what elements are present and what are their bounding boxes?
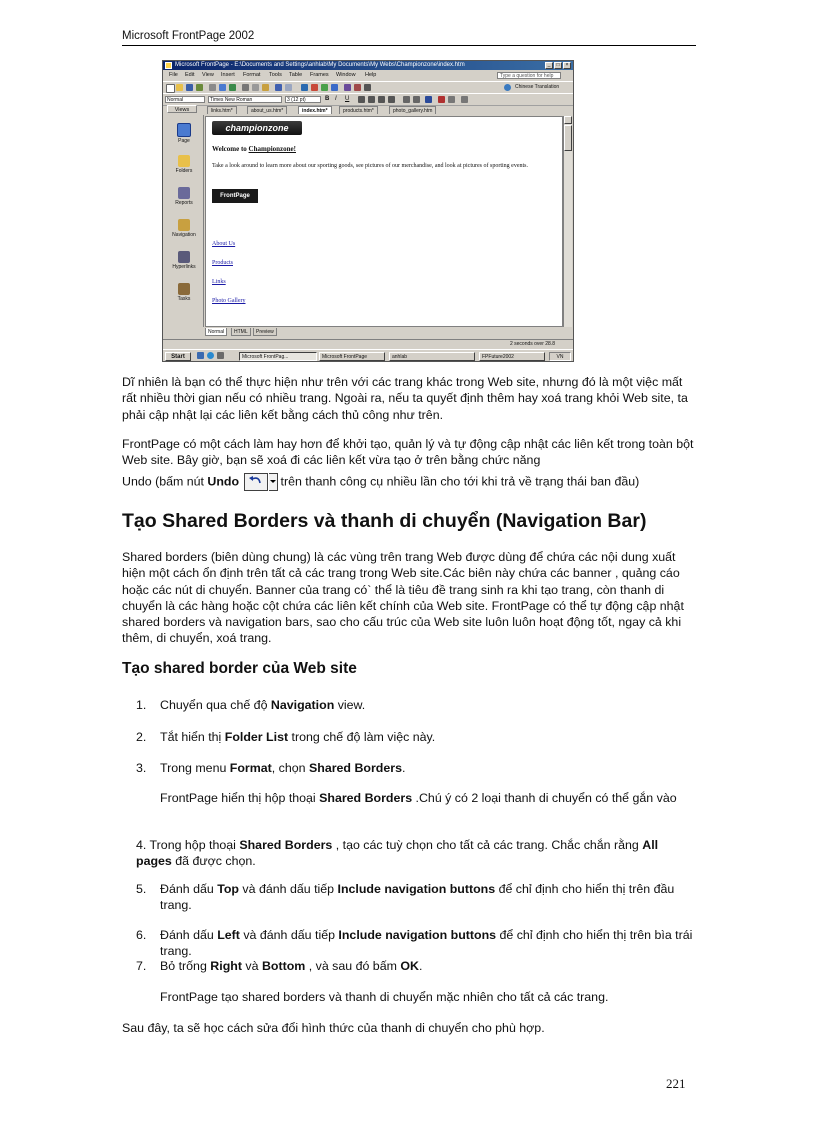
undo-label: Undo bbox=[207, 473, 240, 488]
menu-help[interactable]: Help bbox=[365, 72, 377, 78]
step-4-text-a: Trong hộp thoại bbox=[146, 838, 240, 852]
step-1-text-c: view. bbox=[334, 698, 366, 712]
taskbar-frontpage-2[interactable]: Microsoft FrontPage bbox=[319, 352, 385, 361]
tab-products[interactable]: products.htm* bbox=[339, 106, 378, 114]
help-search-input[interactable]: Type a question for help bbox=[497, 72, 561, 79]
link-links[interactable]: Links bbox=[212, 279, 226, 285]
taskbar-frontpage-1[interactable]: Microsoft FrontPag... bbox=[239, 352, 317, 361]
insert-component-icon[interactable] bbox=[301, 84, 308, 91]
step-7-text-e: , và sau đó bấm bbox=[305, 959, 401, 973]
underline-icon[interactable]: U bbox=[345, 96, 350, 102]
step-4-text-b: Shared Borders bbox=[239, 838, 333, 852]
step-2-text-b: Folder List bbox=[224, 730, 289, 744]
font-size-select[interactable]: 3 (12 pt) bbox=[285, 96, 321, 103]
chinese-translation-button[interactable]: Chinese Translation bbox=[515, 84, 560, 90]
reports-icon bbox=[178, 187, 190, 199]
step-6-text-a: Đánh dấu bbox=[160, 928, 218, 942]
folders-icon bbox=[178, 155, 190, 167]
window-titlebar bbox=[163, 61, 573, 70]
paragraph-2 bbox=[122, 436, 698, 491]
closing-paragraph: Sau đây, ta sẽ học cách sửa đổi hình thức của thanh di chuyển cho phù hợp. bbox=[122, 1021, 545, 1035]
translate-icon[interactable] bbox=[504, 84, 511, 91]
menu-format[interactable]: Format bbox=[243, 72, 261, 78]
welcome-heading bbox=[212, 145, 296, 153]
step-5-text-c: và đánh dấu tiếp bbox=[238, 882, 338, 896]
step-6-number: 6. bbox=[136, 928, 147, 942]
cut-icon[interactable] bbox=[242, 84, 249, 91]
step-3-text-b: Format bbox=[229, 761, 272, 775]
new-page-icon[interactable] bbox=[166, 84, 175, 93]
refresh-icon[interactable] bbox=[344, 84, 351, 91]
view-folders[interactable] bbox=[165, 155, 203, 174]
view-reports-label: Reports bbox=[175, 200, 193, 206]
paragraph-1: Dĩ nhiên là bạn có thể thực hiện như trên với các trang khác trong Web site, nhưng đó là một việc mất rất nhiều thời gian nếu có nhiều trang. Ngoài ra, nếu ta quyết định thêm hay xoá trang khỏi Web site, ta phải cập nhật lại các liên kết bằng cách thủ công như trên. bbox=[122, 375, 688, 422]
explorer-icon[interactable] bbox=[217, 352, 224, 359]
download-time-status: 2 seconds over 28.8 bbox=[509, 341, 555, 347]
highlight-icon[interactable] bbox=[448, 96, 455, 103]
step-3-note-c: .Chú ý có 2 loại thanh di chuyển có thể gắn vào bbox=[412, 791, 677, 805]
frontpage-badge: FrontPage bbox=[212, 189, 258, 203]
insert-picture-icon[interactable] bbox=[321, 84, 328, 91]
stop-icon[interactable] bbox=[354, 84, 361, 91]
step-1-number: 1. bbox=[136, 698, 147, 712]
step-6-text-e: để chỉ định cho hiển thị trên bìa trái trang. bbox=[160, 928, 693, 959]
menu-table[interactable]: Table bbox=[289, 72, 303, 78]
link-about-us[interactable]: About Us bbox=[212, 241, 236, 247]
publish-icon[interactable] bbox=[196, 84, 203, 91]
step-7-text-g: . bbox=[418, 959, 423, 973]
step-7-number: 7. bbox=[136, 959, 147, 973]
open-icon[interactable] bbox=[176, 84, 183, 91]
insert-table-icon[interactable] bbox=[311, 84, 318, 91]
hyperlinks-icon bbox=[178, 251, 190, 263]
align-center-icon[interactable] bbox=[368, 96, 375, 103]
menu-file[interactable]: File bbox=[169, 72, 178, 78]
undo-icon[interactable] bbox=[275, 84, 282, 91]
step-4-text-e: đã được chọn. bbox=[171, 854, 256, 869]
indent-icon[interactable] bbox=[425, 96, 432, 103]
font-select[interactable]: Times New Roman bbox=[208, 96, 282, 103]
welcome-text: Welcome to bbox=[212, 145, 249, 153]
link-photo-gallery[interactable]: Photo Gallery bbox=[212, 298, 246, 304]
tab-normal[interactable]: Normal bbox=[205, 328, 227, 336]
spelling-icon[interactable] bbox=[229, 84, 236, 91]
menu-window[interactable]: Window bbox=[336, 72, 356, 78]
step-4-text-c: , tạo các tuỳ chọn cho tất cả các trang. Chắc chắn rằng bbox=[332, 838, 643, 852]
align-right-icon[interactable] bbox=[378, 96, 385, 103]
tab-html[interactable]: HTML bbox=[231, 328, 251, 336]
tasks-icon bbox=[178, 283, 190, 295]
numbering-icon[interactable] bbox=[403, 96, 410, 103]
menu-insert[interactable]: Insert bbox=[221, 72, 235, 78]
step-3-note bbox=[160, 790, 696, 806]
bullets-icon[interactable] bbox=[413, 96, 420, 103]
justify-icon[interactable] bbox=[388, 96, 395, 103]
frontpage-screenshot bbox=[162, 60, 574, 362]
scroll-thumb[interactable] bbox=[564, 125, 572, 151]
undo-prefix: Undo (bấm nút bbox=[122, 473, 208, 488]
step-6-text-b: Left bbox=[217, 928, 240, 942]
tab-links[interactable]: links.htm* bbox=[207, 106, 237, 114]
menu-edit[interactable]: Edit bbox=[185, 72, 195, 78]
intro-paragraph: Take a look around to learn more about our sporting goods, see pictures of our merchandise, and look at pictures of sporting events. bbox=[212, 163, 528, 169]
step-5-text-b: Top bbox=[217, 882, 239, 896]
page-number: 221 bbox=[666, 1076, 686, 1091]
page-editor[interactable] bbox=[205, 116, 563, 327]
undo-button-icon bbox=[244, 473, 268, 491]
hyperlink-icon[interactable] bbox=[331, 84, 338, 91]
view-page[interactable] bbox=[165, 123, 203, 144]
view-hyperlinks[interactable] bbox=[165, 251, 203, 270]
step-3-text-d: Shared Borders bbox=[309, 761, 402, 775]
step-3-note-a: FrontPage hiển thị hộp thoại bbox=[160, 791, 320, 805]
paragraph-3: Shared borders (biên dùng chung) là các vùng trên trang Web được dùng để chứa các nội dung xuất hiện một cách ổn định trên tất cả các trang trong Web site.Các biên này chứa các banner , quảng cáo hoặc các nút di chuyển. Banner của trang có` thể là tiêu đề trang sinh ra khi tạo trang, còn thanh di chuyển là các hàng hoặc cột chứa các liên kết chính của Web site. FrontPage có thể tự động cập nhật shared borders và navigation bars, sao cho cấu trúc của Web site luôn luôn hoạt động tốt, ngay cả khi thêm, di chuyển, xoá trang. bbox=[122, 550, 684, 646]
redo-icon[interactable] bbox=[285, 84, 292, 91]
running-header: Microsoft FrontPage 2002 bbox=[122, 30, 255, 42]
menu-frames[interactable]: Frames bbox=[310, 72, 329, 78]
minimize-button[interactable]: _ bbox=[545, 62, 553, 69]
paragraph-2-undo-line bbox=[122, 473, 698, 491]
step-7-note: FrontPage tạo shared borders và thanh di chuyển mặc nhiên cho tất cả các trang. bbox=[160, 990, 609, 1004]
step-3-note-b: Shared Borders bbox=[319, 791, 413, 805]
step-2-text-a: Tắt hiển thị bbox=[160, 730, 225, 744]
undo-dropdown-icon bbox=[269, 473, 278, 491]
close-button[interactable]: × bbox=[563, 62, 571, 69]
step-7-text-b: Right bbox=[210, 959, 242, 973]
step-7-text-c: và bbox=[241, 959, 262, 973]
views-tabs-bar bbox=[163, 105, 573, 114]
menu-tools[interactable]: Tools bbox=[269, 72, 282, 78]
tab-preview[interactable]: Preview bbox=[253, 328, 277, 336]
step-3-text-c: , chọn bbox=[271, 761, 309, 775]
italic-icon[interactable]: I bbox=[335, 96, 337, 102]
frontpage-app-icon bbox=[165, 62, 172, 69]
status-bar bbox=[163, 339, 573, 349]
step-3-text-a: Trong menu bbox=[160, 761, 230, 775]
welcome-brand: Championzone! bbox=[248, 145, 296, 153]
step-2-text-c: trong chế độ làm việc này. bbox=[288, 730, 436, 744]
views-bar-label: Views bbox=[167, 105, 197, 113]
step-5-text-a: Đánh dấu bbox=[160, 882, 218, 896]
windows-taskbar bbox=[163, 349, 573, 362]
step-5-text-d: Include navigation buttons bbox=[337, 882, 496, 896]
align-left-icon[interactable] bbox=[358, 96, 365, 103]
tab-index[interactable]: index.htm* bbox=[298, 106, 332, 114]
save-icon[interactable] bbox=[186, 84, 193, 91]
step-7-text-a: Bỏ trống bbox=[160, 959, 211, 973]
step-4 bbox=[122, 837, 696, 870]
view-navigation[interactable] bbox=[165, 219, 203, 238]
bold-icon[interactable]: B bbox=[325, 96, 330, 102]
font-color-icon[interactable] bbox=[438, 96, 445, 103]
step-7-text-f: OK bbox=[400, 959, 419, 973]
paragraph-2-text: FrontPage có một cách làm hay hơn để khởi tạo, quản lý và tự động cập nhật các liên kết trong toàn bột Web site. Bây giờ, bạn sẽ xoá đi các liên kết vừa tạo ở trên bằng chức năng bbox=[122, 437, 694, 468]
step-6-text-d: Include navigation buttons bbox=[338, 928, 497, 942]
tab-photo-gallery[interactable]: photo_gallery.htm bbox=[389, 106, 436, 114]
system-tray: VN bbox=[549, 352, 571, 361]
step-1-text-a: Chuyển qua chế độ bbox=[160, 698, 271, 712]
step-5-number: 5. bbox=[136, 882, 147, 896]
views-panel bbox=[165, 115, 204, 327]
preview-icon[interactable] bbox=[219, 84, 226, 91]
show-all-icon[interactable] bbox=[364, 84, 371, 91]
view-folders-label: Folders bbox=[175, 168, 193, 174]
page-view-icon bbox=[177, 123, 191, 137]
step-6-text-c: và đánh dấu tiếp bbox=[239, 928, 339, 942]
menu-view[interactable]: View bbox=[202, 72, 214, 78]
undo-suffix: trên thanh công cụ nhiều lần cho tới khi trả về trạng thái ban đầu) bbox=[280, 473, 640, 488]
taskbar-anhlab[interactable]: anhlab bbox=[389, 352, 475, 361]
style-select[interactable]: Normal bbox=[165, 96, 205, 103]
view-tasks[interactable] bbox=[165, 283, 203, 302]
taskbar-fpfuture[interactable]: FPFuture2002 bbox=[479, 352, 545, 361]
borders-icon[interactable] bbox=[461, 96, 468, 103]
show-desktop-icon[interactable] bbox=[197, 352, 204, 359]
step-5-text-e: để chỉ định cho hiển thị trên đầu trang. bbox=[160, 882, 675, 913]
step-2-number: 2. bbox=[136, 730, 147, 744]
copy-icon[interactable] bbox=[252, 84, 259, 91]
browser-icon[interactable] bbox=[207, 352, 214, 359]
step-4-number: 4. bbox=[136, 838, 147, 852]
view-reports[interactable] bbox=[165, 187, 203, 206]
paste-icon[interactable] bbox=[262, 84, 269, 91]
view-tasks-label: Tasks bbox=[177, 296, 191, 302]
step-3-number: 3. bbox=[136, 761, 147, 775]
tab-about-us[interactable]: about_us.htm* bbox=[247, 106, 287, 114]
step-3-text-e: . bbox=[401, 761, 406, 775]
view-hyperlinks-label: Hyperlinks bbox=[172, 264, 196, 270]
championzone-logo: championzone bbox=[212, 121, 302, 135]
scroll-up-icon[interactable] bbox=[564, 116, 572, 124]
step-1-text-b: Navigation bbox=[270, 698, 335, 712]
step-4-text-d: All pages bbox=[136, 838, 659, 869]
subsection-heading: Tạo shared border của Web site bbox=[122, 660, 357, 677]
step-7-text-d: Bottom bbox=[261, 959, 306, 973]
window-title: Microsoft FrontPage - E:\Documents and Settings\anhlab\My Documents\My Webs\Championzone\index.htm bbox=[175, 62, 465, 68]
print-icon[interactable] bbox=[209, 84, 216, 91]
header-rule bbox=[122, 45, 696, 46]
navigation-icon bbox=[178, 219, 190, 231]
maximize-button[interactable]: □ bbox=[554, 62, 562, 69]
view-page-label: Page bbox=[178, 138, 190, 144]
view-navigation-label: Navigation bbox=[172, 232, 196, 238]
link-products[interactable]: Products bbox=[212, 260, 233, 266]
vertical-scrollbar[interactable] bbox=[563, 116, 572, 327]
section-heading: Tạo Shared Borders và thanh di chuyển (Navigation Bar) bbox=[122, 510, 647, 532]
start-button[interactable]: Start bbox=[165, 352, 191, 361]
